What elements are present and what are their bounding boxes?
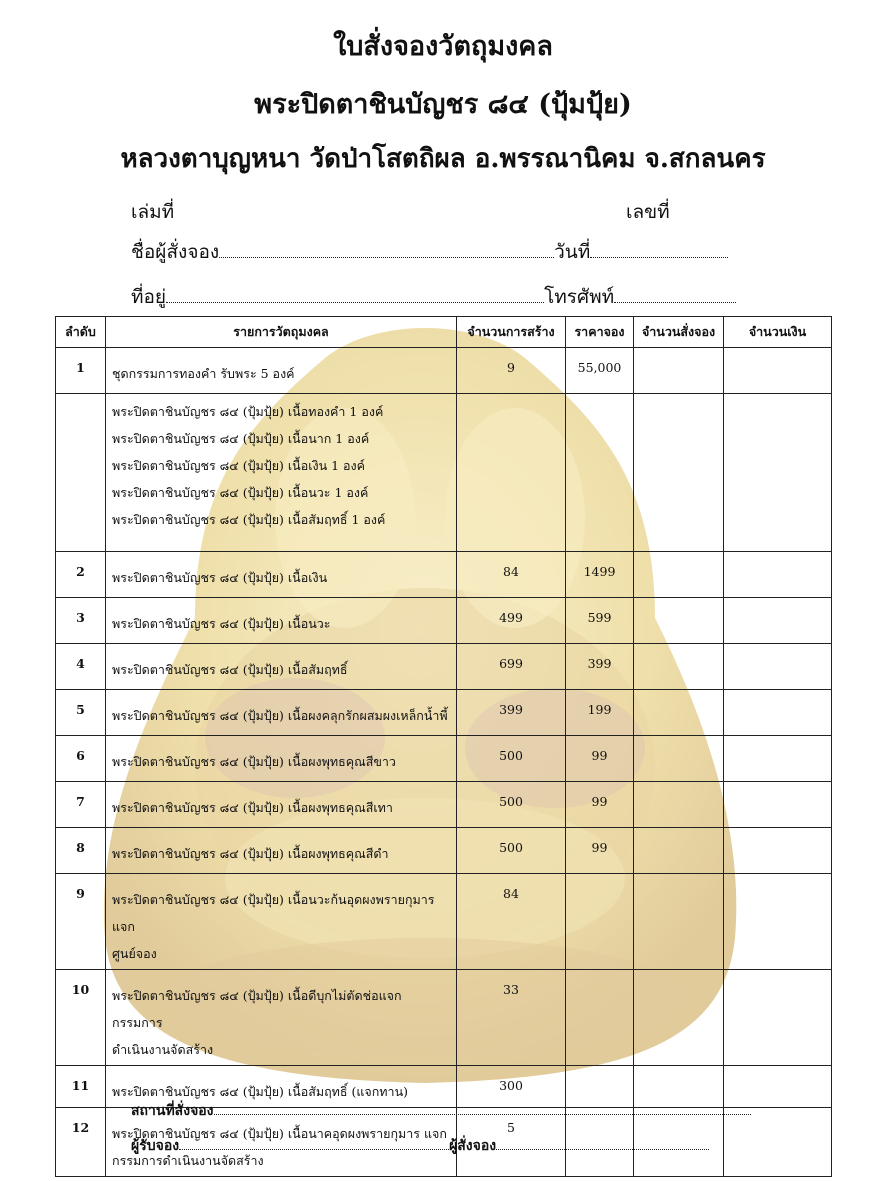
orderer-name-field[interactable] bbox=[219, 243, 554, 258]
row-quantity-made: 399 bbox=[457, 690, 566, 736]
table-row bbox=[56, 736, 832, 782]
row-number: 3 bbox=[56, 598, 106, 644]
header-quantity-made: จำนวนการสร้าง bbox=[457, 317, 566, 348]
row-item: พระปิดตาชินบัญชร ๘๔ (ปุ้มปุ้ย) เนื้อผงพุทธคุณสีขาว bbox=[106, 736, 457, 782]
row-item: พระปิดตาชินบัญชร ๘๔ (ปุ้มปุ้ย) เนื้อผงพุทธคุณสีดำ bbox=[106, 828, 457, 874]
row-price bbox=[566, 970, 634, 1066]
row-number: 5 bbox=[56, 690, 106, 736]
row-quantity-made: 300 bbox=[457, 1066, 566, 1108]
row-number: 2 bbox=[56, 552, 106, 598]
table-row bbox=[56, 828, 832, 874]
row-amount[interactable] bbox=[724, 348, 832, 394]
row-order-quantity[interactable] bbox=[634, 736, 724, 782]
row-number: 10 bbox=[56, 970, 106, 1066]
row-price: 55,000 bbox=[566, 348, 634, 394]
row-price bbox=[566, 394, 634, 552]
row-number: 9 bbox=[56, 874, 106, 970]
row-item: พระปิดตาชินบัญชร ๘๔ (ปุ้มปุ้ย) เนื้อผงคลุกรักผสมผงเหล็กน้ำพี้ bbox=[106, 690, 457, 736]
row-number: 8 bbox=[56, 828, 106, 874]
row-price: 99 bbox=[566, 736, 634, 782]
row-number: 6 bbox=[56, 736, 106, 782]
row-amount[interactable] bbox=[724, 782, 832, 828]
phone-field[interactable] bbox=[614, 288, 736, 303]
row-item: พระปิดตาชินบัญชร ๘๔ (ปุ้มปุ้ย) เนื้อนวะก้นอุดผงพรายกุมารแจก ศูนย์จอง bbox=[106, 874, 457, 970]
row-amount[interactable] bbox=[724, 690, 832, 736]
table-row bbox=[56, 970, 832, 1066]
row-number: 4 bbox=[56, 644, 106, 690]
header-amount: จำนวนเงิน bbox=[724, 317, 832, 348]
row-price: 399 bbox=[566, 644, 634, 690]
row-number: 7 bbox=[56, 782, 106, 828]
book-number-label: เล่มที่ bbox=[131, 201, 175, 223]
row-price: 99 bbox=[566, 828, 634, 874]
row-order-quantity[interactable] bbox=[634, 394, 724, 552]
header-no: ลำดับ bbox=[56, 317, 106, 348]
date-field[interactable] bbox=[590, 243, 728, 258]
table-row bbox=[56, 782, 832, 828]
row-amount[interactable] bbox=[724, 644, 832, 690]
row-item: ชุดกรรมการทองคำ รับพระ 5 องค์ bbox=[106, 348, 457, 394]
address-field[interactable] bbox=[166, 288, 544, 303]
order-place-field[interactable] bbox=[214, 1104, 751, 1115]
amulet-title: พระปิดตาชินบัญชร ๘๔ (ปุ้มปุ้ย) bbox=[254, 89, 632, 120]
table-row bbox=[56, 644, 832, 690]
order-place-label: สถานที่สั่งจอง bbox=[131, 1103, 214, 1119]
row-order-quantity[interactable] bbox=[634, 782, 724, 828]
date-label: วันที่ bbox=[554, 241, 591, 263]
row-order-quantity[interactable] bbox=[634, 874, 724, 970]
table-row bbox=[56, 348, 832, 394]
orderer-label: ผู้สั่งจอง bbox=[449, 1138, 497, 1154]
orderer-name-row bbox=[131, 237, 728, 267]
row-order-quantity[interactable] bbox=[634, 644, 724, 690]
row-number: 11 bbox=[56, 1066, 106, 1108]
row-quantity-made: 500 bbox=[457, 736, 566, 782]
table-row bbox=[56, 874, 832, 970]
row-number: 12 bbox=[56, 1108, 106, 1177]
row-amount[interactable] bbox=[724, 736, 832, 782]
row-quantity-made: 500 bbox=[457, 782, 566, 828]
row-price: 1499 bbox=[566, 552, 634, 598]
table-row bbox=[56, 552, 832, 598]
row-amount[interactable] bbox=[724, 598, 832, 644]
row-item: พระปิดตาชินบัญชร ๘๔ (ปุ้มปุ้ย) เนื้อทองคำ 1 องค์ พระปิดตาชินบัญชร ๘๔ (ปุ้มปุ้ย) เนื้อนาก 1 องค์ พระปิดตาชินบัญชร ๘๔ (ปุ้มปุ้ย) เนื้อเงิน 1 องค์ พระปิดตาชินบัญชร ๘๔ (ปุ้มปุ้ย) เนื้อนวะ 1 องค์ พระปิดตาชินบัญชร ๘๔ (ปุ้มปุ้ย) เนื้อสัมฤทธิ์ 1 องค์ bbox=[106, 394, 457, 552]
row-item: พระปิดตาชินบัญชร ๘๔ (ปุ้มปุ้ย) เนื้อสัมฤทธิ์ (แจกทาน) bbox=[106, 1066, 457, 1108]
row-order-quantity[interactable] bbox=[634, 552, 724, 598]
row-order-quantity[interactable] bbox=[634, 348, 724, 394]
table-row bbox=[56, 598, 832, 644]
address-label: ที่อยู่ bbox=[131, 286, 167, 308]
order-place-row bbox=[131, 1100, 751, 1122]
row-quantity-made: 84 bbox=[457, 552, 566, 598]
row-order-quantity[interactable] bbox=[634, 828, 724, 874]
temple-subtitle: หลวงตาบุญหนา วัดป่าโสตถิผล อ.พรรณานิคม จ.สกลนคร bbox=[120, 144, 766, 174]
address-row bbox=[131, 282, 736, 312]
row-item: พระปิดตาชินบัญชร ๘๔ (ปุ้มปุ้ย) เนื้อสัมฤทธิ์ bbox=[106, 644, 457, 690]
row-quantity-made bbox=[457, 394, 566, 552]
row-order-quantity[interactable] bbox=[634, 690, 724, 736]
row-quantity-made: 499 bbox=[457, 598, 566, 644]
row-quantity-made: 699 bbox=[457, 644, 566, 690]
row-price bbox=[566, 874, 634, 970]
receiver-label: ผู้รับจอง bbox=[131, 1138, 180, 1154]
row-amount[interactable] bbox=[724, 552, 832, 598]
receiver-field[interactable] bbox=[179, 1139, 449, 1150]
row-number bbox=[56, 394, 106, 552]
row-amount[interactable] bbox=[724, 394, 832, 552]
row-order-quantity[interactable] bbox=[634, 598, 724, 644]
header-price: ราคาจอง bbox=[566, 317, 634, 348]
row-item: พระปิดตาชินบัญชร ๘๔ (ปุ้มปุ้ย) เนื้อเงิน bbox=[106, 552, 457, 598]
header-item: รายการวัตถุมงคล bbox=[106, 317, 457, 348]
row-quantity-made: 84 bbox=[457, 874, 566, 970]
row-quantity-made: 33 bbox=[457, 970, 566, 1066]
table-row bbox=[56, 394, 832, 552]
order-table bbox=[55, 316, 832, 1177]
form-title: ใบสั่งจองวัตถุมงคล bbox=[333, 31, 553, 62]
row-item: พระปิดตาชินบัญชร ๘๔ (ปุ้มปุ้ย) เนื้อนวะ bbox=[106, 598, 457, 644]
row-item: พระปิดตาชินบัญชร ๘๔ (ปุ้มปุ้ย) เนื้อผงพุทธคุณสีเทา bbox=[106, 782, 457, 828]
row-quantity-made: 9 bbox=[457, 348, 566, 394]
header-order-quantity: จำนวนสั่งจอง bbox=[634, 317, 724, 348]
row-order-quantity[interactable] bbox=[634, 970, 724, 1066]
row-quantity-made: 5 bbox=[457, 1108, 566, 1177]
orderer-signature-field[interactable] bbox=[496, 1139, 709, 1150]
table-row bbox=[56, 690, 832, 736]
row-price: 99 bbox=[566, 782, 634, 828]
phone-label: โทรศัพท์ bbox=[544, 286, 615, 308]
row-quantity-made: 500 bbox=[457, 828, 566, 874]
row-price: 599 bbox=[566, 598, 634, 644]
row-amount[interactable] bbox=[724, 828, 832, 874]
row-amount[interactable] bbox=[724, 970, 832, 1066]
row-price: 199 bbox=[566, 690, 634, 736]
row-number: 1 bbox=[56, 348, 106, 394]
row-amount[interactable] bbox=[724, 874, 832, 970]
signature-row bbox=[131, 1135, 709, 1157]
row-item: พระปิดตาชินบัญชร ๘๔ (ปุ้มปุ้ย) เนื้อนาคอุดผงพรายกุมาร แจก กรรมการดำเนินงานจัดสร้าง bbox=[106, 1108, 457, 1177]
table-header-row bbox=[56, 317, 832, 348]
orderer-name-label: ชื่อผู้สั่งจอง bbox=[131, 241, 220, 263]
row-item: พระปิดตาชินบัญชร ๘๔ (ปุ้มปุ้ย) เนื้อดีบุกไม่ตัดช่อแจกกรรมการ ดำเนินงานจัดสร้าง bbox=[106, 970, 457, 1066]
serial-number-label: เลขที่ bbox=[626, 201, 670, 223]
